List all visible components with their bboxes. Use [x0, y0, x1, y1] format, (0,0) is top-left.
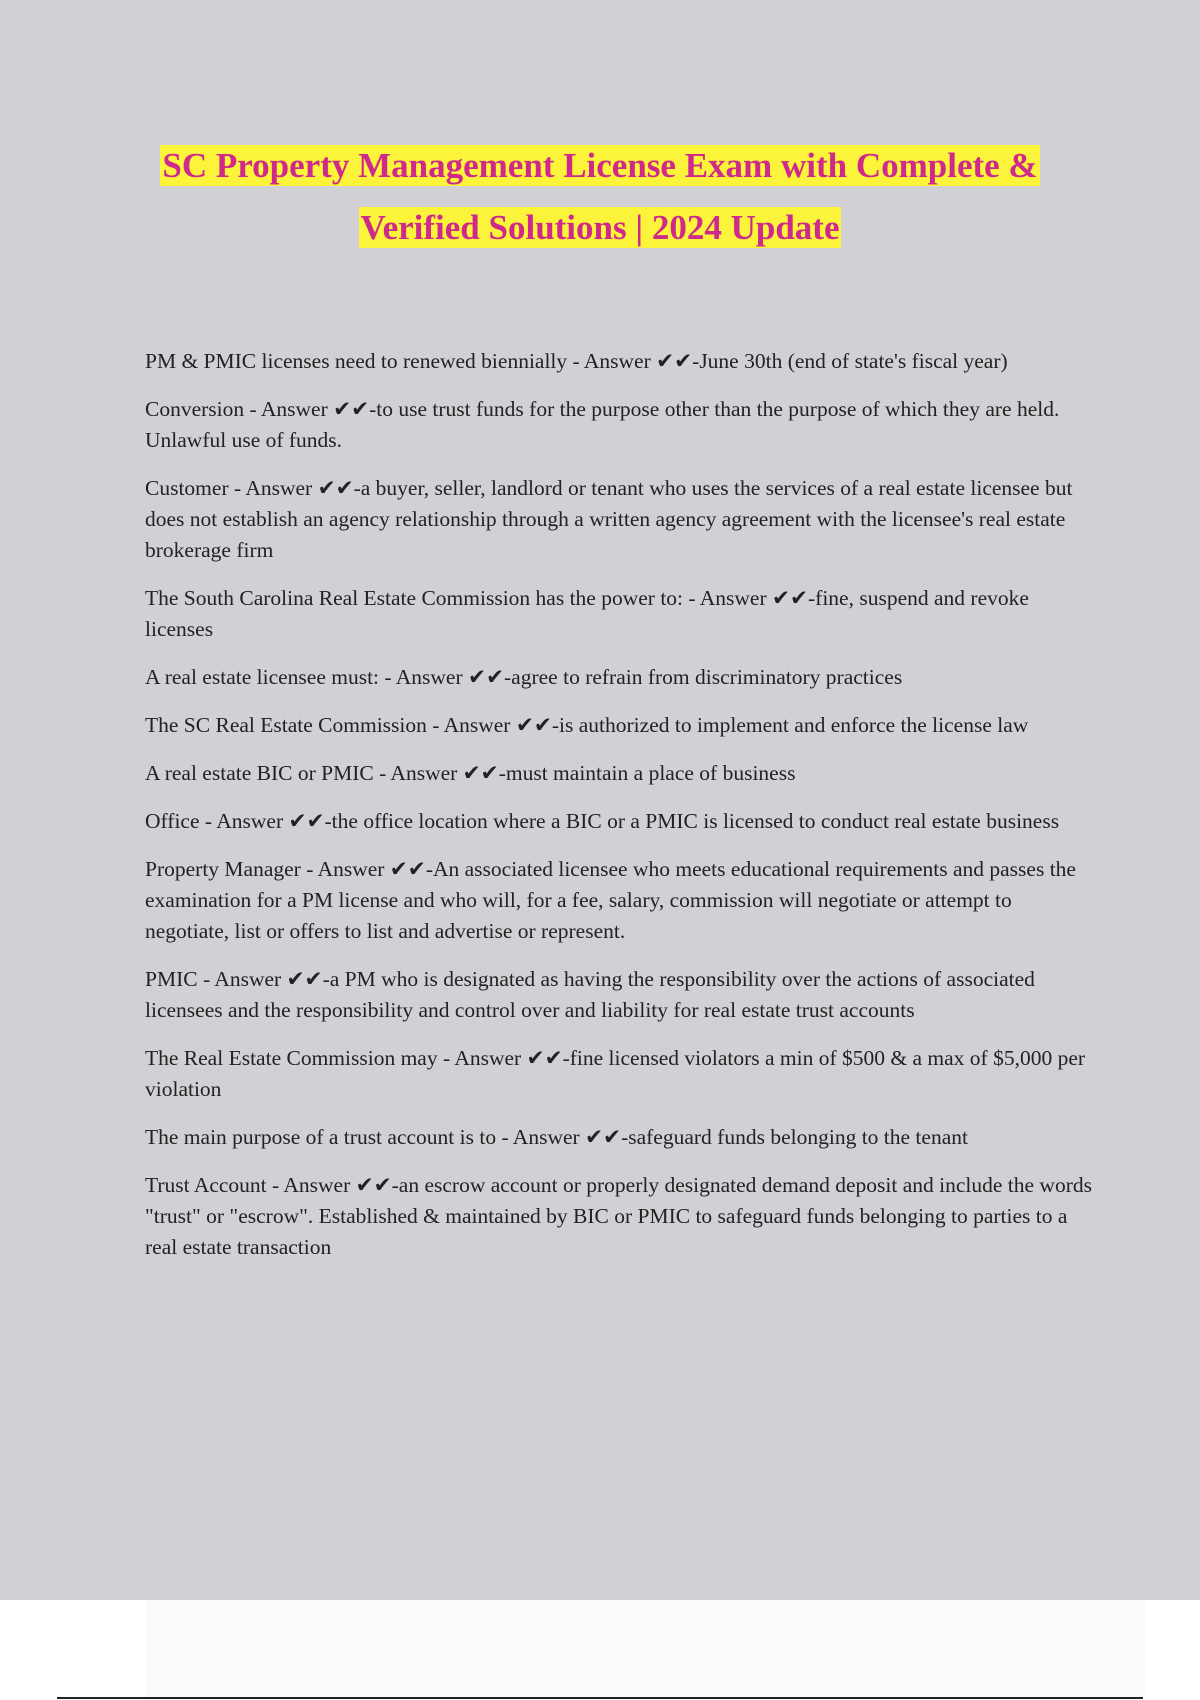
qa-list [145, 346, 1095, 1280]
title-line-1: SC Property Management License Exam with Complete & [162, 146, 1038, 185]
qa-item: Customer - Answer ✔✔-a buyer, seller, landlord or tenant who uses the services of a real estate licensee but does not establish an agency relationship through a written agency agreement with the licensee's real estate brokerage firm [145, 476, 1073, 562]
qa-item: PMIC - Answer ✔✔-a PM who is designated as having the responsibility over the actions of associated licensees and the responsibility and control over and liability for real estate trust accounts [145, 967, 1035, 1022]
qa-item: Conversion - Answer ✔✔-to use trust funds for the purpose other than the purpose of which they are held. Unlawful use of funds. [145, 397, 1060, 452]
qa-item: Property Manager - Answer ✔✔-An associated licensee who meets educational requirements and passes the examination for a PM license and who will, for a fee, salary, commission will negotiate or attempt to negotiate, list or offers to list and advertise or represent. [145, 857, 1076, 943]
qa-item: Office - Answer ✔✔-the office location where a BIC or a PMIC is licensed to conduct real estate business [145, 809, 1060, 833]
qa-item: A real estate licensee must: - Answer ✔✔-agree to refrain from discriminatory practices [145, 665, 903, 689]
next-page-preview [145, 1600, 1145, 1698]
title-line-2: Verified Solutions | 2024 Update [360, 208, 840, 247]
footer-divider [57, 1697, 1143, 1699]
qa-item: The SC Real Estate Commission - Answer ✔✔-is authorized to implement and enforce the license law [145, 713, 1029, 737]
qa-item: The South Carolina Real Estate Commission has the power to: - Answer ✔✔-fine, suspend and revoke licenses [145, 586, 1029, 641]
page-title [0, 135, 1200, 259]
qa-item: The Real Estate Commission may - Answer ✔✔-fine licensed violators a min of $500 & a max of $5,000 per violation [145, 1046, 1086, 1101]
qa-item: A real estate BIC or PMIC - Answer ✔✔-must maintain a place of business [145, 761, 796, 785]
qa-item: PM & PMIC licenses need to renewed biennially - Answer ✔✔-June 30th (end of state's fiscal year) [145, 349, 1008, 373]
qa-item: Trust Account - Answer ✔✔-an escrow account or properly designated demand deposit and include the words "trust" or "escrow". Established & maintained by BIC or PMIC to safeguard funds belonging to parties to a real estate transaction [145, 1173, 1092, 1259]
qa-item: The main purpose of a trust account is to - Answer ✔✔-safeguard funds belonging to the tenant [145, 1125, 968, 1149]
